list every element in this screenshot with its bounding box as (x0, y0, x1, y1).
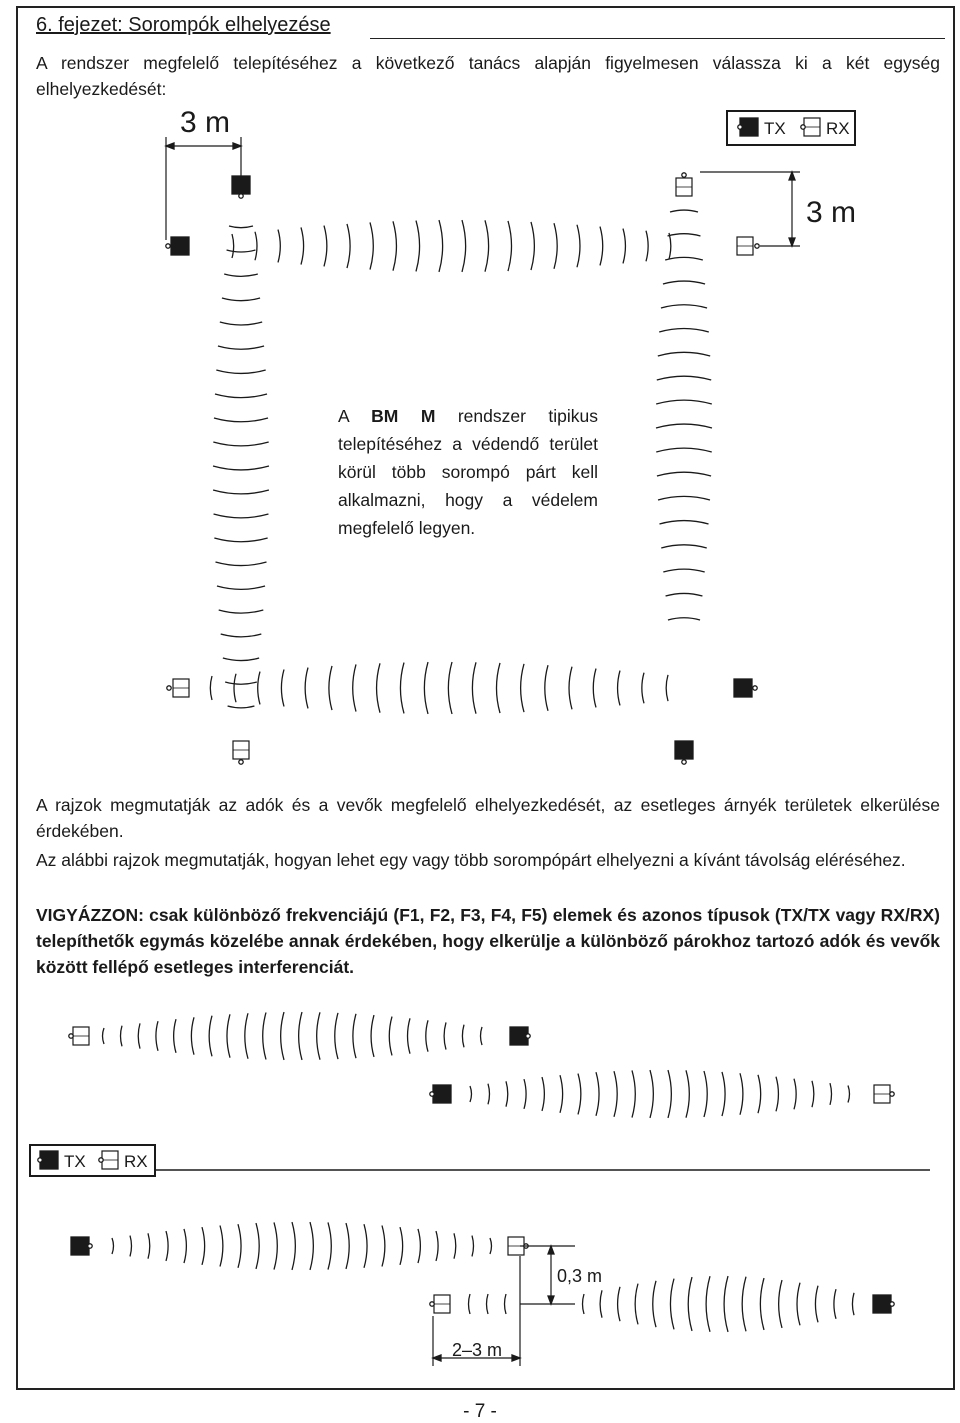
beam-wave-icon (324, 226, 327, 267)
beam-wave-icon (658, 496, 710, 500)
beam-wave-icon (666, 593, 703, 596)
beam-wave-icon (668, 1070, 671, 1118)
beam-wave-icon (578, 1074, 581, 1115)
beam-wave-icon (470, 1086, 472, 1102)
beam-wave-icon (225, 682, 257, 684)
caption-pre: A (338, 406, 372, 426)
unit-lens-dot (38, 1158, 42, 1162)
beam-wave-icon (487, 1294, 489, 1314)
beam-wave-icon (328, 1222, 331, 1269)
unit-lens-dot (738, 125, 742, 129)
beam-wave-icon (377, 663, 380, 712)
chapter-heading: 6. fejezet: Sorompók elhelyezése (36, 14, 331, 36)
dim-label-top: 3 m (180, 106, 231, 139)
beam-wave-icon (138, 1023, 140, 1048)
beam-wave-icon (454, 1233, 456, 1258)
beam-wave-icon (217, 586, 265, 589)
beam-wave-icon (545, 665, 548, 711)
beam-wave-icon (659, 521, 708, 524)
unit-lens-dot (99, 1158, 103, 1162)
beam-wave-icon (214, 418, 268, 422)
beam-wave-icon (317, 1012, 320, 1059)
dim-arrow (512, 1355, 520, 1361)
unit-lens-dot (526, 1034, 530, 1038)
legend-tx-label: TX (764, 119, 786, 138)
beam-wave-icon (214, 538, 267, 542)
unit-lens-dot (755, 244, 759, 248)
beam-wave-icon (174, 1019, 176, 1053)
beam-wave-icon (416, 221, 420, 272)
beam-wave-icon (213, 442, 268, 446)
beam-wave-icon (408, 1018, 410, 1053)
beam-wave-icon (210, 676, 212, 700)
beam-wave-icon (274, 1222, 277, 1269)
beam-wave-icon (505, 1294, 507, 1314)
beam-wave-icon (462, 220, 466, 272)
legend-rx-label: RX (826, 119, 850, 138)
beam-wave-icon (650, 1070, 653, 1118)
beam-wave-icon (668, 234, 701, 236)
beam-wave-icon (663, 281, 705, 284)
unit-lens-dot (430, 1092, 434, 1096)
beam-wave-icon (583, 1294, 585, 1314)
beam-wave-icon (224, 274, 258, 276)
dim-arrow (433, 1355, 441, 1361)
beam-wave-icon (418, 1229, 420, 1263)
beam-wave-icon (299, 1012, 302, 1060)
unit-lens-dot (430, 1302, 434, 1306)
beam-wave-icon (215, 394, 267, 398)
beam-wave-icon (222, 298, 260, 301)
beam-wave-icon (472, 662, 476, 713)
beam-wave-icon (724, 1276, 728, 1332)
beam-wave-icon (156, 1021, 158, 1051)
beam-wave-icon (255, 232, 257, 260)
beam-wave-icon (292, 1222, 295, 1270)
beam-wave-icon (623, 229, 625, 264)
beam-wave-icon (227, 1014, 230, 1057)
beam-wave-icon (220, 1225, 223, 1266)
unit-lens-dot (239, 760, 243, 764)
beam-wave-icon (577, 225, 580, 268)
beam-wave-icon (258, 672, 260, 705)
beam-wave-icon (281, 1012, 284, 1060)
beam-wave-icon (656, 448, 711, 452)
beam-wave-icon (506, 1081, 508, 1106)
beam-wave-icon (758, 1075, 761, 1113)
beam-wave-icon (658, 352, 710, 356)
beam-wave-icon (364, 1224, 367, 1268)
beam-wave-icon (659, 329, 709, 332)
beam-wave-icon (103, 1028, 105, 1044)
beam-wave-icon (812, 1081, 814, 1107)
tx-unit-icon (873, 1295, 891, 1313)
beam-wave-icon (216, 370, 265, 373)
legend2-tx-label: TX (64, 1152, 86, 1171)
beam-wave-icon (223, 658, 259, 661)
dim-arrow (233, 143, 241, 149)
beam-wave-icon (400, 1227, 403, 1265)
beam-wave-icon (593, 669, 596, 708)
beam-wave-icon (234, 674, 236, 702)
beam-wave-icon (600, 227, 603, 266)
beam-wave-icon (653, 1281, 656, 1327)
beam-wave-icon (656, 424, 712, 428)
beam-wave-icon (310, 1222, 313, 1270)
beam-wave-icon (227, 250, 256, 252)
beam-wave-icon (665, 257, 703, 260)
beam-wave-icon (238, 1224, 241, 1268)
tx-unit-icon (734, 679, 752, 697)
unit-lens-dot (69, 1034, 73, 1038)
beam-wave-icon (112, 1238, 114, 1254)
unit-lens-dot (167, 686, 171, 690)
beam-wave-icon (329, 666, 332, 710)
tx-unit-icon (171, 237, 189, 255)
beam-wave-icon (490, 1238, 492, 1254)
tx-unit-icon (433, 1085, 451, 1103)
beam-wave-icon (686, 1070, 689, 1117)
beam-wave-icon (214, 514, 269, 518)
beam-wave-icon (569, 667, 572, 710)
dim-arrow (548, 1296, 554, 1304)
unit-lens-dot (682, 760, 686, 764)
beam-wave-icon (213, 490, 269, 494)
beam-wave-icon (668, 618, 700, 620)
beam-wave-icon (596, 1072, 599, 1116)
unit-lens-dot (890, 1092, 894, 1096)
beam-wave-icon (600, 1290, 602, 1317)
beam-wave-icon (166, 1231, 168, 1261)
unit-lens-dot (239, 194, 243, 198)
beam-wave-icon (219, 610, 264, 613)
beam-wave-icon (642, 673, 644, 704)
beam-wave-icon (278, 230, 280, 263)
beam-wave-icon (848, 1085, 850, 1102)
tx-unit-icon (675, 741, 693, 759)
beam-wave-icon (221, 634, 262, 637)
warning-paragraph: VIGYÁZZON: csak különböző frekvenciájú (F1, F2, F3, F4, F5) elemek és azonos típusok (TX/TX vagy RX/RX) telepíthetők egymás közelébe annak érdekében, hogy elkerülje a különböző párokhoz tartozó adók és vevők között fellépő esetleges interferenciát. (36, 905, 940, 977)
beam-wave-icon (472, 1236, 474, 1257)
beam-wave-icon (508, 221, 512, 271)
beam-wave-icon (353, 1014, 356, 1058)
beam-wave-icon (444, 1022, 446, 1049)
legend2-rx-label: RX (124, 1152, 148, 1171)
beam-wave-icon (560, 1075, 563, 1113)
beam-wave-icon (670, 210, 698, 212)
beam-wave-icon (353, 664, 356, 711)
paragraph-placement: Az alábbi rajzok megmutatják, hogyan lehet egy vagy több sorompópárt elhelyezni a kívánt távolság eléréséhez. (36, 850, 906, 870)
beam-wave-icon (496, 663, 500, 713)
beam-wave-icon (760, 1278, 764, 1330)
beam-wave-icon (794, 1079, 796, 1110)
beam-wave-icon (393, 221, 396, 270)
unit-lens-dot (890, 1302, 894, 1306)
beam-wave-icon (370, 222, 373, 269)
unit-lens-dot (166, 244, 170, 248)
beam-wave-icon (542, 1077, 544, 1111)
beam-wave-icon (184, 1229, 186, 1263)
beam-wave-icon (232, 234, 234, 258)
beam-wave-icon (657, 376, 711, 380)
beam-wave-icon (815, 1286, 818, 1323)
beam-wave-icon (485, 220, 489, 271)
beam-wave-icon (830, 1083, 832, 1105)
beam-wave-icon (448, 662, 452, 714)
beam-wave-icon (209, 1016, 212, 1057)
beam-wave-icon (635, 1284, 638, 1325)
unit-lens-dot (801, 125, 805, 129)
beam-wave-icon (646, 231, 648, 262)
beam-wave-icon (656, 400, 712, 404)
beam-wave-icon (521, 664, 524, 712)
dim-label-right: 3 m (806, 196, 857, 229)
beam-wave-icon (335, 1013, 338, 1059)
beam-wave-icon (632, 1070, 635, 1117)
tx-unit-icon (232, 176, 250, 194)
beam-wave-icon (382, 1225, 385, 1266)
beam-wave-icon (191, 1017, 194, 1054)
beam-wave-icon (469, 1294, 471, 1314)
beam-wave-icon (722, 1072, 725, 1116)
dim-label-offset: 0,3 m (557, 1266, 603, 1286)
beam-wave-icon (263, 1013, 266, 1060)
beam-wave-icon (346, 1223, 349, 1269)
dim-arrow (166, 143, 174, 149)
dim-arrow (548, 1246, 554, 1254)
beam-wave-icon (657, 472, 711, 476)
caption-post: rendszer tipikus telepítéséhez a védendő terület körül több sorompó párt kell alkalmazni, hogy a védelem megfelelő legyen. (338, 406, 598, 538)
beam-wave-icon (256, 1223, 259, 1269)
figure1-caption (338, 402, 598, 542)
beam-wave-icon (481, 1027, 483, 1045)
beam-wave-icon (834, 1289, 836, 1319)
beam-wave-icon (666, 675, 668, 701)
dim-arrow (789, 238, 795, 246)
beam-wave-icon (852, 1293, 854, 1315)
beam-wave-icon (229, 226, 253, 228)
beam-wave-icon (704, 1071, 707, 1117)
beam-wave-icon (614, 1071, 617, 1117)
beam-wave-icon (213, 466, 269, 470)
beam-wave-icon (301, 227, 304, 264)
beam-wave-icon (228, 706, 255, 708)
beam-wave-icon (426, 1020, 428, 1051)
beam-wave-icon (488, 1084, 490, 1105)
beam-wave-icon (121, 1026, 123, 1047)
beam-wave-icon (281, 669, 284, 706)
beam-wave-icon (220, 322, 262, 325)
beam-wave-icon (742, 1277, 746, 1332)
beam-wave-icon (202, 1227, 205, 1265)
beam-wave-icon (740, 1073, 743, 1114)
beam-wave-icon (524, 1079, 526, 1109)
beam-wave-icon (618, 1287, 620, 1321)
beam-wave-icon (371, 1015, 374, 1057)
beam-wave-icon (797, 1283, 800, 1326)
beam-wave-icon (706, 1276, 710, 1332)
page-number: - 7 - (463, 1401, 497, 1422)
dim-arrow (789, 172, 795, 180)
beam-wave-icon (245, 1013, 248, 1058)
beam-wave-icon (305, 668, 308, 709)
beam-wave-icon (554, 223, 557, 269)
beam-wave-icon (148, 1233, 150, 1258)
beam-wave-icon (779, 1280, 782, 1328)
beam-wave-icon (389, 1017, 392, 1056)
beam-wave-icon (618, 671, 620, 706)
paragraph-shadow-areas: A rajzok megmutatják az adók és a vevők megfelelő elhelyezkedését, az esetleges árnyék területek elkerülése érdekében. (36, 795, 940, 841)
beam-wave-icon (531, 222, 534, 270)
beam-wave-icon (218, 346, 264, 349)
intro-paragraph: A rendszer megfelelő telepítéséhez a következő tanács alapján figyelmesen válassza ki a két egység elhelyezkedését: (36, 53, 940, 99)
beam-wave-icon (688, 1277, 692, 1331)
beam-wave-icon (424, 662, 428, 714)
beam-wave-icon (347, 224, 350, 268)
beam-wave-icon (215, 562, 266, 566)
unit-lens-dot (753, 686, 757, 690)
beam-wave-icon (670, 1279, 674, 1330)
tx-unit-icon (71, 1237, 89, 1255)
dim-label-distance: 2–3 m (452, 1340, 503, 1360)
beam-wave-icon (661, 305, 707, 308)
beam-wave-icon (462, 1025, 464, 1048)
beam-wave-icon (439, 220, 443, 272)
beam-wave-icon (663, 569, 704, 572)
caption-model: BM M (371, 406, 436, 426)
unit-lens-dot (88, 1244, 92, 1248)
beam-wave-icon (400, 663, 404, 714)
beam-wave-icon (661, 545, 707, 548)
beam-wave-icon (776, 1077, 778, 1112)
beam-wave-icon (436, 1231, 438, 1261)
unit-lens-dot (682, 173, 686, 177)
beam-wave-icon (669, 233, 671, 259)
beam-wave-icon (130, 1236, 132, 1257)
